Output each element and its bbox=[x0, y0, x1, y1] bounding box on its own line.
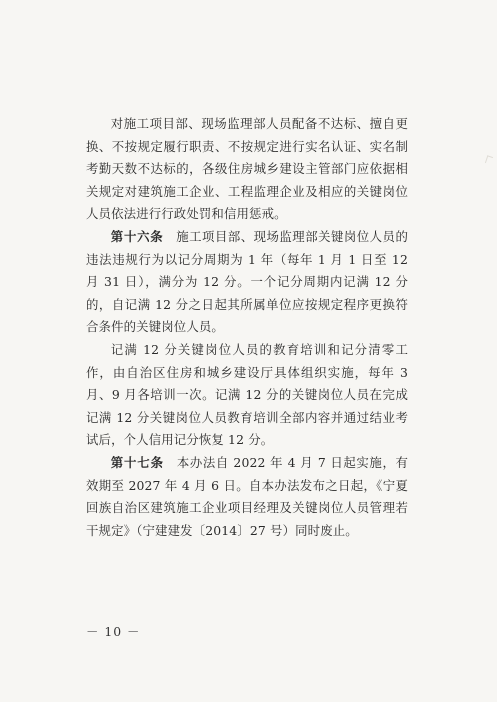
paragraph-penalties: 对施工项目部、现场监理部人员配备不达标、擅自更换、不按规定履行职责、不按规定进行实名认证、实名制考勤天数不达标的，各级住房城乡建设主管部门应依据相关规定对建筑施工企业、工程监理企业及相应的关键岗位人员依法进行行政处罚和信用惩戒。 bbox=[86, 116, 408, 222]
article-16-text: 施工项目部、现场监理部关键岗位人员的违法违规行为以记分周期为 1 年（每年 1 月 1 日至 12 月 31 日），满分为 12 分。一个记分周期内记满 12 分的，自记满 12 分之日起其所属单位应按规定程序更换符合条件的关键岗位人员。 bbox=[86, 228, 408, 335]
document-body bbox=[86, 113, 408, 542]
scan-mark bbox=[485, 155, 493, 164]
article-16-label: 第十六条 bbox=[110, 228, 164, 244]
article-17-label: 第十七条 bbox=[110, 454, 164, 470]
article-17-paragraph bbox=[86, 452, 408, 542]
article-17-text: 本办法自 2022 年 4 月 7 日起实施，有效期至 2027 年 4 月 6 日。自本办法发布之日起，《宁夏回族自治区建筑施工企业项目经理及关键岗位人员管理若干规定》（宁建建发〔2014〕27 号）同时废止。 bbox=[86, 454, 408, 538]
paragraph-training: 记满 12 分关键岗位人员的教育培训和记分清零工作，由自治区住房和城乡建设厅具体组织实施，每年 3 月、9 月各培训一次。记满 12 分的关键岗位人员在完成记满 12 分关键岗位人员教育培训全部内容并通过结业考试后，个人信用记分恢复 12 分。 bbox=[86, 341, 408, 448]
page-number: － 10 － bbox=[86, 624, 141, 639]
article-16-paragraph bbox=[86, 226, 408, 339]
